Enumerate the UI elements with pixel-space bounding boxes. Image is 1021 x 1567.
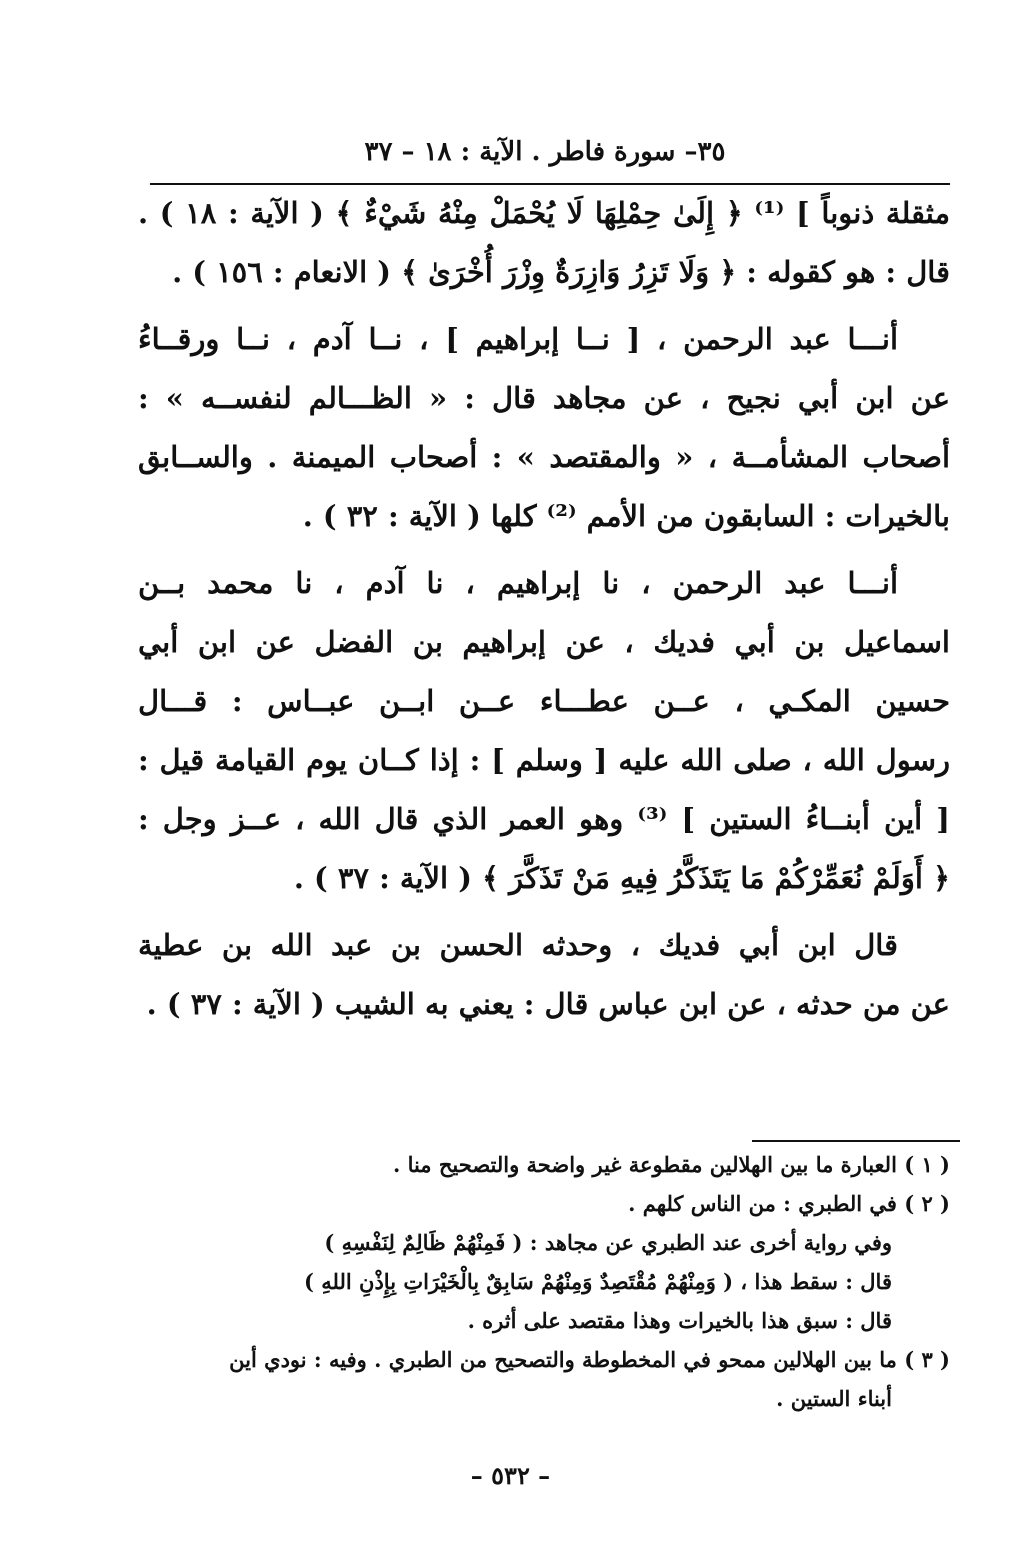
- footnote-rule: [752, 1140, 960, 1142]
- text-line: قال ابن أبي فديك ، وحدثه الحسن بن عبد الله بن عطية: [138, 928, 898, 962]
- text-line: مثقلة ذنوباً ] ⁽¹⁾ ﴿ إِلَىٰ حِمْلِهَا لَا يُحْمَلْ مِنْهُ شَيْءٌ ﴾ ( الآية : ١٨ ) .: [138, 196, 950, 230]
- footnote-3: ( ٣ ) ما بين الهلالين ممحو في المخطوطة والتصحيح من الطبري . وفيه : نودي أين: [229, 1347, 950, 1372]
- footnotes: [132, 1145, 950, 1418]
- text-line: عن ابن أبي نجيح ، عن مجاهد قال : « الظـــالم لنفســه » :: [138, 381, 950, 415]
- running-header: ٣٥– سورة فاطر . الآية : ١٨ – ٣٧: [364, 137, 726, 167]
- text-line: حسين المكـي ، عــن عطـــاء عــن ابــن عبــاس : قـــال: [138, 684, 950, 718]
- footnote-2-continuation: قال : سقط هذا ، ( وَمِنْهُمْ مُقْتَصِدٌ وَمِنْهُمْ سَابِقٌ بِالْخَيْرَاتِ بِإِذْنِ اللهِ ): [304, 1269, 892, 1294]
- text-line: رسول الله ، صلى الله عليه [ وسلم ] : إذا كــان يوم القيامة قيل :: [138, 743, 950, 777]
- paragraph-gap: [138, 302, 950, 310]
- text-line: ﴿ أَوَلَمْ نُعَمِّرْكُمْ مَا يَتَذَكَّرُ فِيهِ مَنْ تَذَكَّرَ ﴾ ( الآية : ٣٧ ) .: [293, 861, 950, 895]
- text-line: [ أين أبنــاءُ الستين ] ⁽³⁾ وهو العمر الذي قال الله ، عــز وجل :: [138, 802, 950, 836]
- text-line: أصحاب المشأمــة ، « والمقتصد » : أصحاب الميمنة . والســابق: [138, 440, 950, 474]
- footnote-2: ( ٢ ) في الطبري : من الناس كلهم .: [628, 1191, 950, 1216]
- text-line: قال : هو كقوله : ﴿ وَلَا تَزِرُ وَازِرَةٌ وِزْرَ أُخْرَىٰ ﴾ ( الانعام : ١٥٦ ) .: [172, 255, 950, 289]
- text-line: اسماعيل بن أبي فديك ، عن إبراهيم بن الفضل عن ابن أبي: [138, 625, 950, 659]
- page-number: – ٥٣٢ –: [470, 1461, 551, 1490]
- footnote-1: ( ١ ) العبارة ما بين الهلالين مقطوعة غير واضحة والتصحيح منا .: [392, 1152, 950, 1177]
- text-line: عن من حدثه ، عن ابن عباس قال : يعني به الشيب ( الآية : ٣٧ ) .: [146, 987, 950, 1021]
- footnote-2-continuation: وفي رواية أخرى عند الطبري عن مجاهد : ( فَمِنْهُمْ ظَالِمٌ لِنَفْسِهِ ): [324, 1230, 892, 1255]
- footnote-2-continuation: قال : سبق هذا بالخيرات وهذا مقتصد على أثره .: [467, 1308, 892, 1333]
- paragraph-gap: [138, 908, 950, 916]
- main-text: [138, 184, 950, 1034]
- text-line: أنـــا عبد الرحمن ، نا إبراهيم ، نا آدم ، نا محمد بــن: [138, 566, 898, 600]
- footnote-3-continuation: أبناء الستين .: [776, 1386, 892, 1411]
- paragraph-gap: [138, 546, 950, 554]
- text-line: بالخيرات : السابقون من الأمم ⁽²⁾ كلها ( الآية : ٣٢ ) .: [302, 499, 950, 533]
- text-line: أنـــا عبد الرحمن ، [ نــا إبراهيم ] ، نــا آدم ، نــا ورقــاءُ: [138, 322, 898, 356]
